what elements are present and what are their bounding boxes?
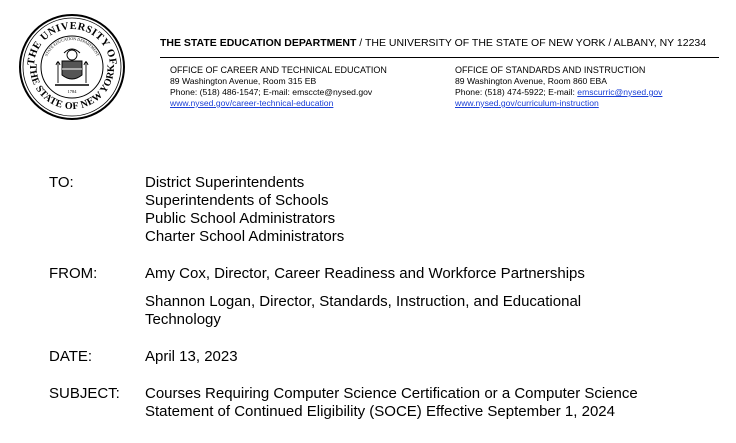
seal-top-text: THE UNIVERSITY OF [25,20,119,66]
seal-year: 1784 [67,89,77,94]
office-name: OFFICE OF STANDARDS AND INSTRUCTION [455,65,646,75]
seal-inner-text: STATE EDUCATION DEPARTMENT [43,35,101,57]
subject-line: Statement of Continued Eligibility (SOCE) Effective September 1, 2024 [145,403,615,420]
from-label: FROM: [49,265,98,282]
to-recipients [145,174,344,246]
university-address: / THE UNIVERSITY OF THE STATE OF NEW YORK / ALBANY, NY 12234 [356,37,707,49]
subject-line: Courses Requiring Computer Science Certification or a Computer Science [145,385,638,402]
office-contact: Phone: (518) 486-1547; E-mail: emsccte@nysed.gov [170,87,373,97]
letterhead-title [160,37,706,49]
office-standards [455,65,662,109]
office-contact [455,87,662,98]
svg-text:STATE EDUCATION DEPARTMENT [43,36,100,57]
sender: Shannon Logan, Director, Standards, Instruction, and Educational [145,293,582,310]
recipient: Superintendents of Schools [145,192,329,209]
svg-text:THE UNIVERSITY OF [26,21,118,66]
subject-value [145,385,638,421]
office-website-link[interactable]: www.nysed.gov/curriculum-instruction [455,98,599,108]
recipient: Public School Administrators [145,210,336,227]
from-sender-1 [145,265,585,283]
department-name: THE STATE EDUCATION DEPARTMENT [160,37,357,49]
office-name: OFFICE OF CAREER AND TECHNICAL EDUCATION [170,65,387,75]
subject-label: SUBJECT: [49,385,120,402]
recipient: Charter School Administrators [145,228,345,245]
from-sender-2 [145,293,581,329]
date-value: April 13, 2023 [145,348,238,365]
seal-bottom-text: THE STATE OF NEW YORK [26,63,118,113]
sender: Amy Cox, Director, Career Readiness and Workforce Partnerships [145,265,585,282]
sender-continued: Technology [145,311,221,328]
recipient: District Superintendents [145,174,305,191]
date-label: DATE: [49,348,93,365]
header-rule [160,57,719,58]
to-label: TO: [49,174,74,191]
office-address: 89 Washington Avenue, Room 315 EB [170,76,317,86]
office-phone: Phone: (518) 474-5922; E-mail: [455,87,578,97]
coat-of-arms-icon [55,49,89,85]
nys-university-seal [18,13,126,121]
office-cte [170,65,387,109]
office-website-link[interactable]: www.nysed.gov/career-technical-education [170,98,334,108]
office-address: 89 Washington Avenue, Room 860 EBA [455,76,607,86]
office-email-link[interactable]: emscurric@nysed.gov [577,87,663,97]
